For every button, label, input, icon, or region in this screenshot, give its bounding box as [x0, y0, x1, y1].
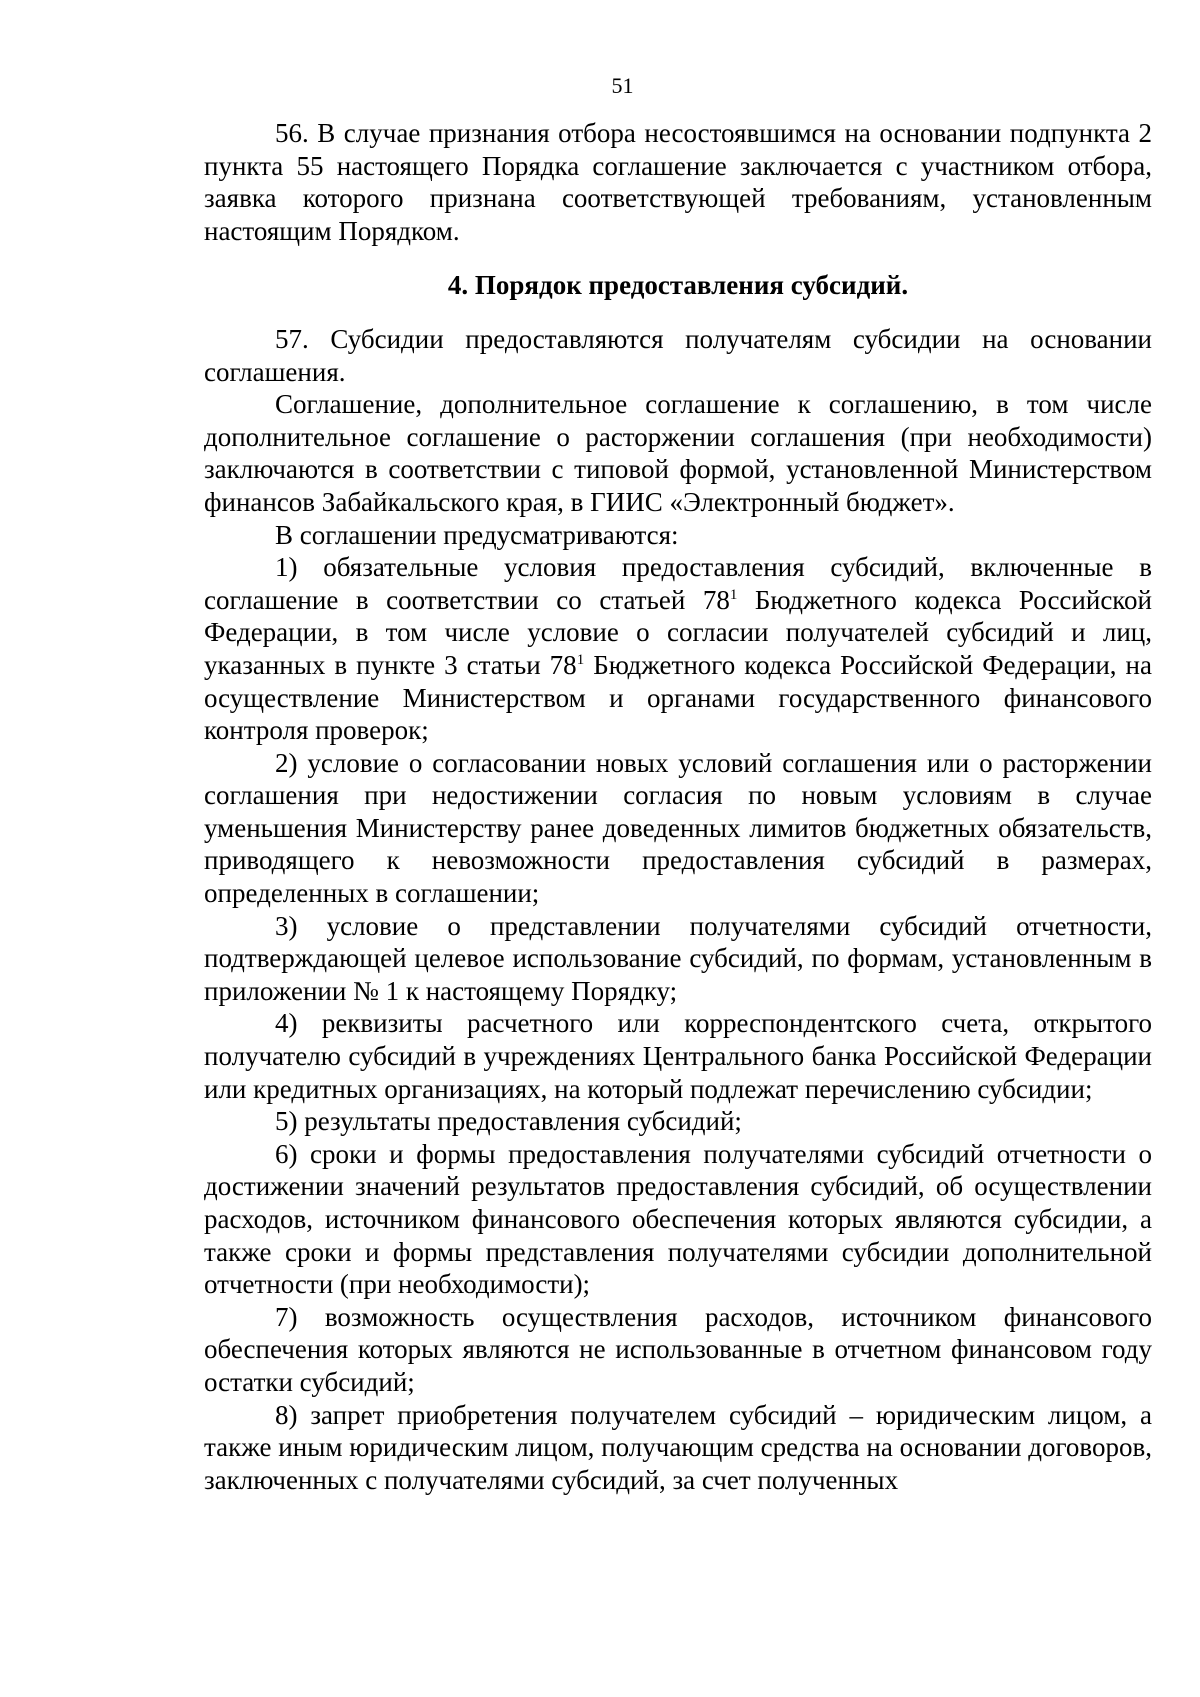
- list-item-8: 8) запрет приобретения получателем субсидий – юридическим лицом, а также иным юридическим лицом, получающим средства на основании договоров, заключенных с получателями субсидий, за счет полученных: [204, 1399, 1152, 1495]
- document-body: [204, 117, 1152, 1496]
- list-item-4: 4) реквизиты расчетного или корреспондентского счета, открытого получателю субсидий в учреждениях Центрального банка Российской Федерации или кредитных организациях, на который подлежат перечислению субсидии;: [204, 1008, 1152, 1104]
- list-item-1-text-c: Бюджетного кодекса Российской Федерации, на осуществление Министерством и органами государственного финансового контроля проверок;: [204, 649, 1152, 746]
- list-item-6: 6) сроки и формы предоставления получателями субсидий отчетности о достижении значений результатов предоставления субсидий, об осуществлении расходов, источником финансового обеспечения которых являются субсидии, а также сроки и формы представления получателями субсидии дополнительной отчетности (при необходимости);: [204, 1138, 1152, 1300]
- list-item-2: 2) условие о согласовании новых условий соглашения или о расторжении соглашения при недостижении согласия по новым условиям в случае уменьшения Министерству ранее доведенных лимитов бюджетных обязательств, приводящего к невозможности предоставления субсидий в размерах, определенных в соглашении;: [204, 747, 1152, 909]
- superscript-1b: 1: [576, 651, 585, 668]
- superscript-1: 1: [729, 586, 738, 603]
- list-item-7: 7) возможность осуществления расходов, источником финансового обеспечения которых являются не использованные в отчетном финансовом году остатки субсидий;: [204, 1301, 1152, 1397]
- paragraph-agreement: Соглашение, дополнительное соглашение к соглашению, в том числе дополнительное соглашение о расторжении соглашения (при необходимости) заключаются в соответствии с типовой формой, установленной Министерством финансов Забайкальского края, в ГИИС «Электронный бюджет».: [204, 389, 1152, 517]
- page-number: 51: [611, 73, 634, 98]
- section-heading: 4. Порядок предоставления субсидий.: [447, 270, 909, 301]
- list-item-1-text-a: 1) обязательные условия предоставления субсидий, включенные в соглашение в соответствии со статьей 78: [204, 552, 1152, 615]
- list-item-3: 3) условие о представлении получателями субсидий отчетности, подтверждающей целевое использование субсидий, по формам, установленным в приложении № 1 к настоящему Порядку;: [204, 910, 1152, 1006]
- list-item-1: [204, 551, 1152, 747]
- paragraph-provides: В соглашении предусматриваются:: [275, 519, 679, 550]
- list-item-1-text-b: Бюджетного кодекса Российской Федерации, в том числе условие о согласии получателей субсидий и лиц, указанных в пункте 3 статьи 78: [204, 584, 1152, 680]
- paragraph-56: 56. В случае признания отбора несостоявшимся на основании подпункта 2 пункта 55 настоящего Порядка соглашение заключается с участником отбора, заявка которого признана соответствующей требованиям, установленным настоящим Порядком.: [204, 118, 1152, 246]
- paragraph-57: 57. Субсидии предоставляются получателям субсидии на основании соглашения.: [204, 323, 1152, 387]
- list-item-5: 5) результаты предоставления субсидий;: [275, 1106, 742, 1137]
